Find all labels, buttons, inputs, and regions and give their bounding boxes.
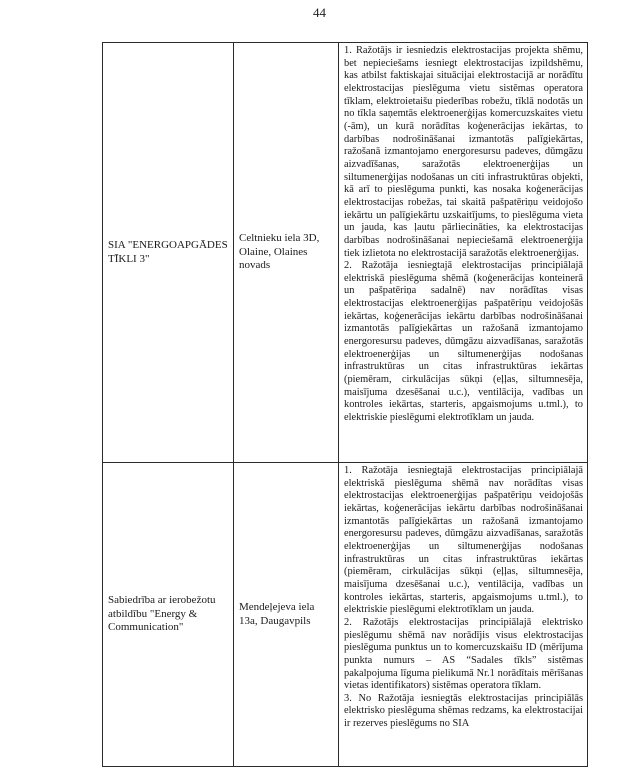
page-number: 44 [313,5,326,20]
issue-paragraph: 1. Ražotājs ir iesniedzis elektrostacijas projekta shēmu, bet nepieciešams iesniegt elektrostacijas izpildshēmu, kas atbilst faktiskajai situācijai elektrostacijā ar norādītu elektrostacijas pieslēguma vietu sistēmas operatora tīklam, elektroietaišu piederības robežu, tīklā nodotās un no tīkla saņemtās elektroenerģijas komercuzskaites vietu (-ām), un kurā norādītas koģenerācijas iekārtas, to darbības nodrošināšanai izmantotās palīgiekārtas, ražošanā izmantojamo energoresursu padeves, dūmgāzu aizvadīšanas, saražotās elektroenerģijas un siltumenerģijas nodošanas un citi infrastruktūras objekti, kā arī to pieslēguma punkti, kas nosaka koģenerācijas elektrostacijas robežas, tai skaitā pašpatēriņu veidojošo iekārtu un palīgiekārtu uzskaitījums, to pieslēguma vieta un jauda, kas ļautu pārliecināties, ka elektrostacijas darbības nodrošināšanai nepieciešamā elektroenerģija tiek izlietota no elektrostacijā saražotās elektroenerģijas. [344,45,583,259]
issue-paragraph: 2. Ražotājs elektrostacijas principiālajā elektrisko pieslēgumu shēmā nav norādījis visus elektrostacijas pieslēguma punktus un to komercuzskaišu ID (mērījuma punkta numurs – AS “Sadales tīkls” sistēmas pakalpojuma līguma pielikumā Nr.1 norādītais mērīšanas vietas identifikators) sistēmas operatora tīklam. [344,616,583,692]
company-name-cell: SIA "ENERGOAPGĀDES TĪKLI 3" [103,43,234,463]
table-row [103,463,588,767]
table-row [103,43,588,463]
address-cell: Celtnieku iela 3D, Olaine, Olaines novads [234,43,339,463]
issues-cell [339,463,588,767]
issue-paragraph: 3. No Ražotāja iesniegtās elektrostacijas principiālās elektrisko pieslēguma shēmas redzams, ka elektrostacijai ir rezerves pieslēgums no SIA [344,692,583,730]
issue-paragraph: 1. Ražotāja iesniegtajā elektrostacijas principiālajā elektriskā pieslēguma shēmā nav norādītas visas elektrostacijas elektroenerģijas pašpatēriņu veidojošās iekārtas, koģenerācijas iekārtu darbības nodrošināšanai izmantotās palīgiekārtas un ražošanā izmantojamo energoresursu padeves, dūmgāzu aizvadīšanas, saražotās elektroenerģijas un siltumenerģijas nodošanas infrastruktūras un citas infrastruktūras iekārtas (piemēram, cirkulācijas sūkņi (eļļas, siltumnesēja, maisījuma dzesēšanai u.c.), ventilācija, vadības un kontroles iekārtas, starteris, apgaismojums u.tml.), to elektriskie pieslēgumi elektrotīklam un jauda. [344,465,583,616]
company-name-cell: Sabiedrība ar ierobežotu atbildību "Energy & Communication" [103,463,234,767]
issue-paragraph: 2. Ražotāja iesniegtajā elektrostacijas principiālajā elektriskā pieslēguma shēmā (koģenerācijas konteinerā un pašpatēriņa sadalnē) nav norādītas visas elektrostacijas elektroenerģijas pašpatēriņu veidojošās iekārtas, koģenerācijas iekārtu darbības nodrošināšanai izmantotās palīgiekārtas un ražošanā izmantojamo energoresursu padeves, dūmgāzu aizvadīšanas, saražotās elektroenerģijas un siltumenerģijas nodošanas infrastruktūras un citas infrastruktūras iekārtas (piemēram, cirkulācijas sūkņi (eļļas, siltumnesēja, maisījuma dzesēšanai u.c.), ventilācija, vadības un kontroles iekārtas, starteris, apgaismojums u.tml.), to elektriskie pieslēgumi elektrotīklam un jauda. [344,260,583,424]
producers-deficiencies-table [102,42,588,767]
issues-cell [339,43,588,463]
address-cell: Mendeļejeva iela 13a, Daugavpils [234,463,339,767]
